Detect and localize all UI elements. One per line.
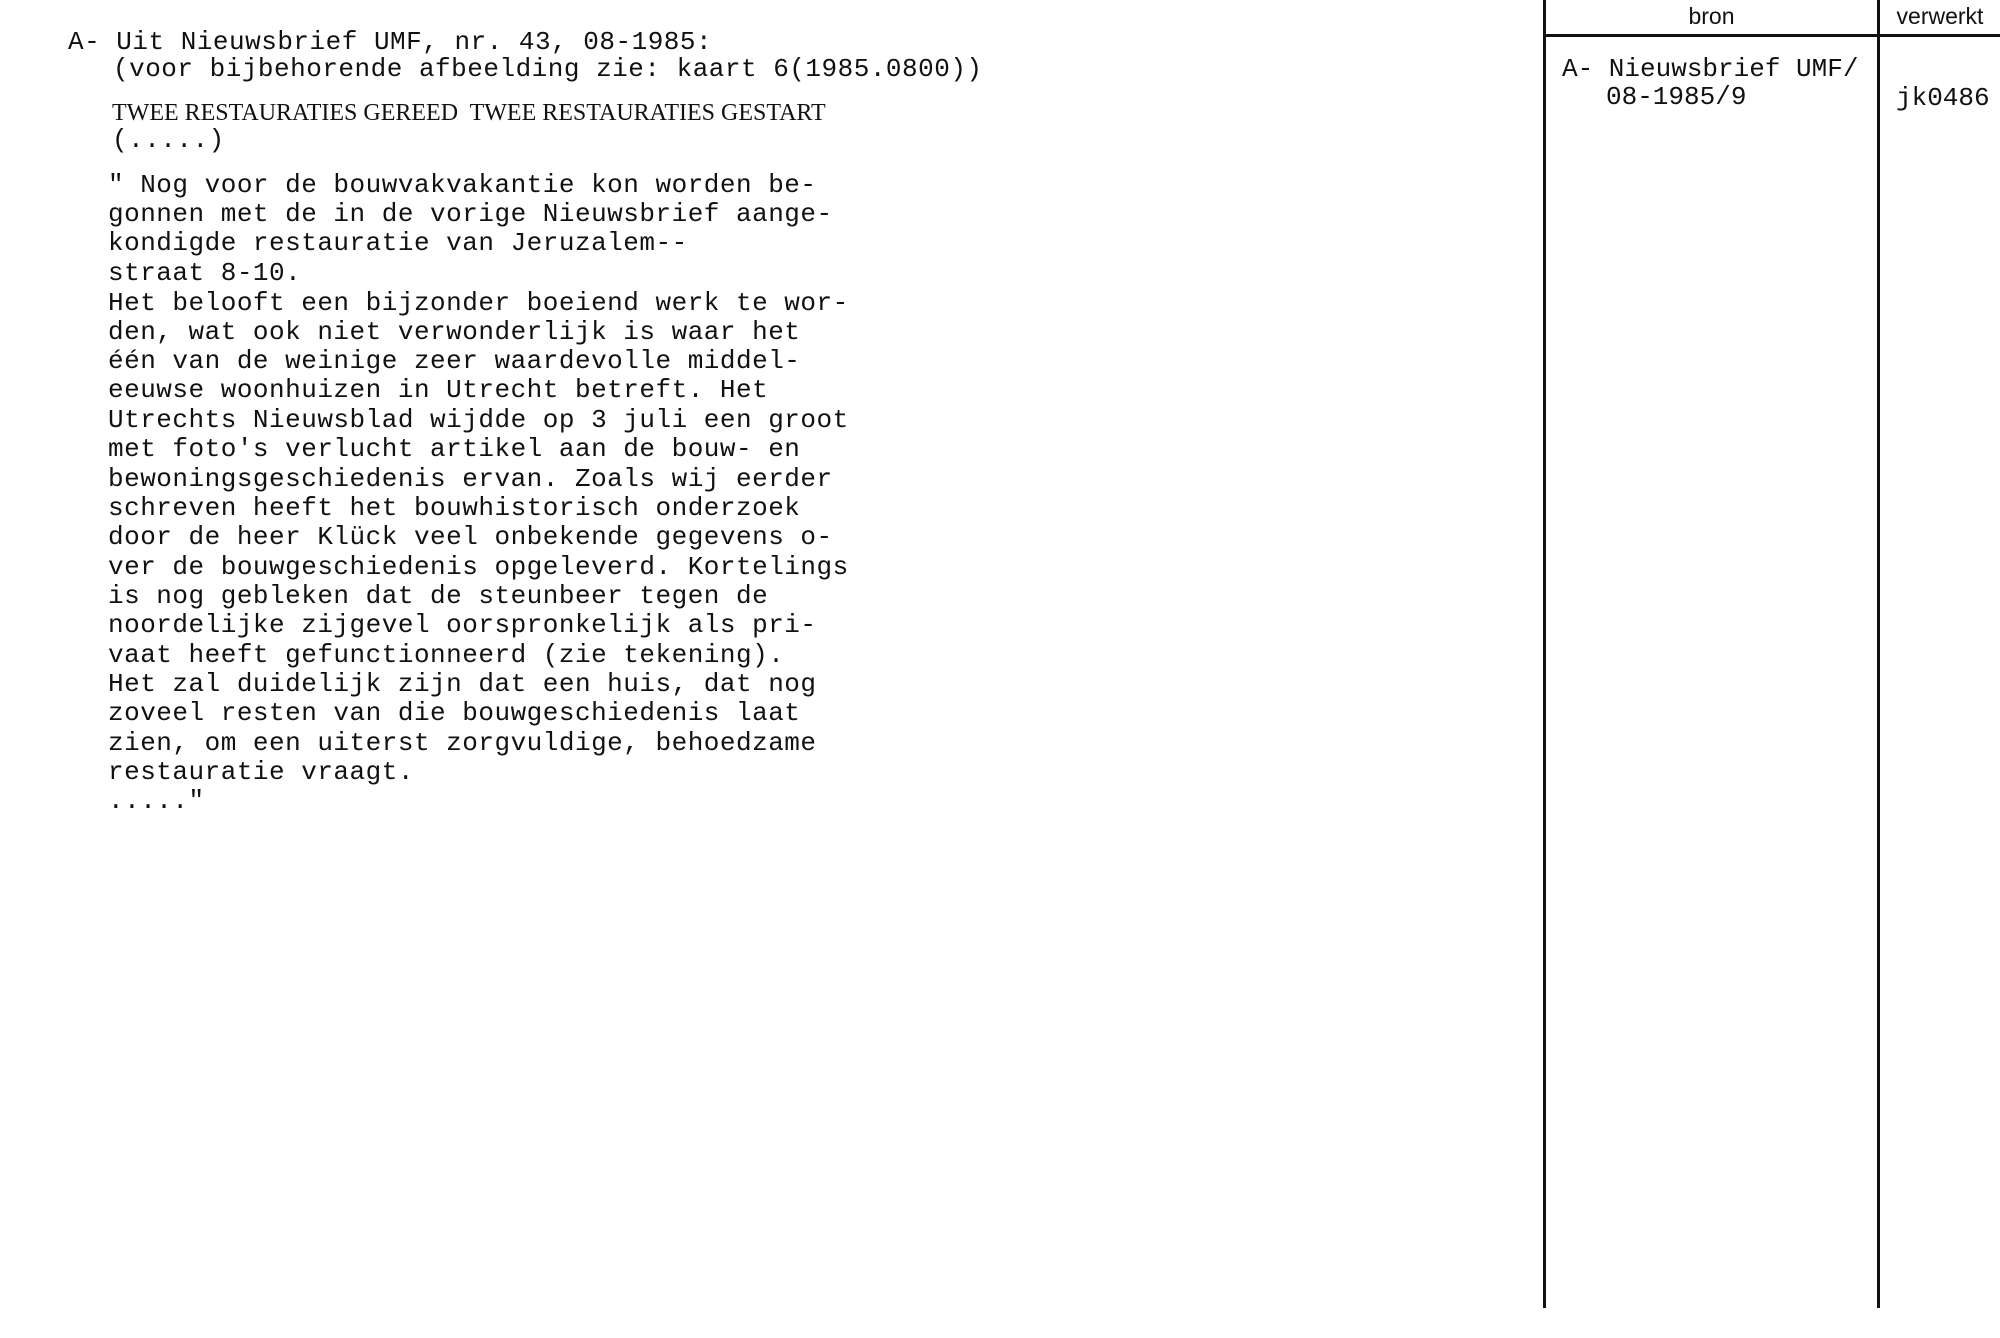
column-divider-middle <box>1877 0 1880 1308</box>
body-line: Utrechts Nieuwsblad wijdde op 3 juli een groot <box>108 405 849 435</box>
heading-image-reference: (voor bijbehorende afbeelding zie: kaart 6(1985.0800)) <box>113 54 983 84</box>
header-rule <box>1543 34 2000 37</box>
body-line: noordelijke zijgevel oorspronkelijk als pri- <box>108 610 817 640</box>
ellipsis-marker: (.....) <box>112 125 225 155</box>
body-line: kondigde restauratie van Jeruzalem-- <box>108 228 688 258</box>
heading-source: A- Uit Nieuwsbrief UMF, nr. 43, 08-1985: <box>68 27 713 57</box>
body-line: schreven heeft het bouwhistorisch onderzoek <box>108 493 801 523</box>
body-line: Het zal duidelijk zijn dat een huis, dat nog <box>108 669 817 699</box>
body-line: restauratie vraagt. <box>108 757 414 787</box>
body-line: gonnen met de in de vorige Nieuwsbrief aange- <box>108 199 833 229</box>
body-line: één van de weinige zeer waardevolle middel- <box>108 346 801 376</box>
body-line: zien, om een uiterst zorgvuldige, behoedzame <box>108 728 817 758</box>
body-line: " Nog voor de bouwvakvakantie kon worden be- <box>108 170 817 200</box>
body-line: bewoningsgeschiedenis ervan. Zoals wij eerder <box>108 464 833 494</box>
closing-quote: ....." <box>108 786 205 816</box>
body-line: Het belooft een bijzonder boeiend werk te wor- <box>108 288 849 318</box>
body-line: den, wat ook niet verwonderlijk is waar het <box>108 317 801 347</box>
body-line: is nog gebleken dat de steunbeer tegen de <box>108 581 769 611</box>
body-line: met foto's verlucht artikel aan de bouw- en <box>108 434 801 464</box>
column-divider-left <box>1543 0 1546 1308</box>
body-line: vaat heeft gefunctionneerd (zie tekening). <box>108 640 785 670</box>
bron-entry-date: 08-1985/9 <box>1606 82 1747 112</box>
bron-entry: A- Nieuwsbrief UMF/ <box>1562 54 1859 84</box>
body-line: door de heer Klück veel onbekende gegevens o- <box>108 522 833 552</box>
verwerkt-code: jk0486 <box>1896 83 1990 113</box>
bron-column-header: bron <box>1688 3 1735 29</box>
body-line: zoveel resten van die bouwgeschiedenis laat <box>108 698 801 728</box>
body-line: straat 8-10. <box>108 258 302 288</box>
body-line: ver de bouwgeschiedenis opgeleverd. Kortelings <box>108 552 849 582</box>
article-title: TWEE RESTAURATIES GEREED TWEE RESTAURATIES GESTART <box>112 100 826 126</box>
verwerkt-column-header: verwerkt <box>1896 3 1984 29</box>
body-line: eeuwse woonhuizen in Utrecht betreft. Het <box>108 375 769 405</box>
